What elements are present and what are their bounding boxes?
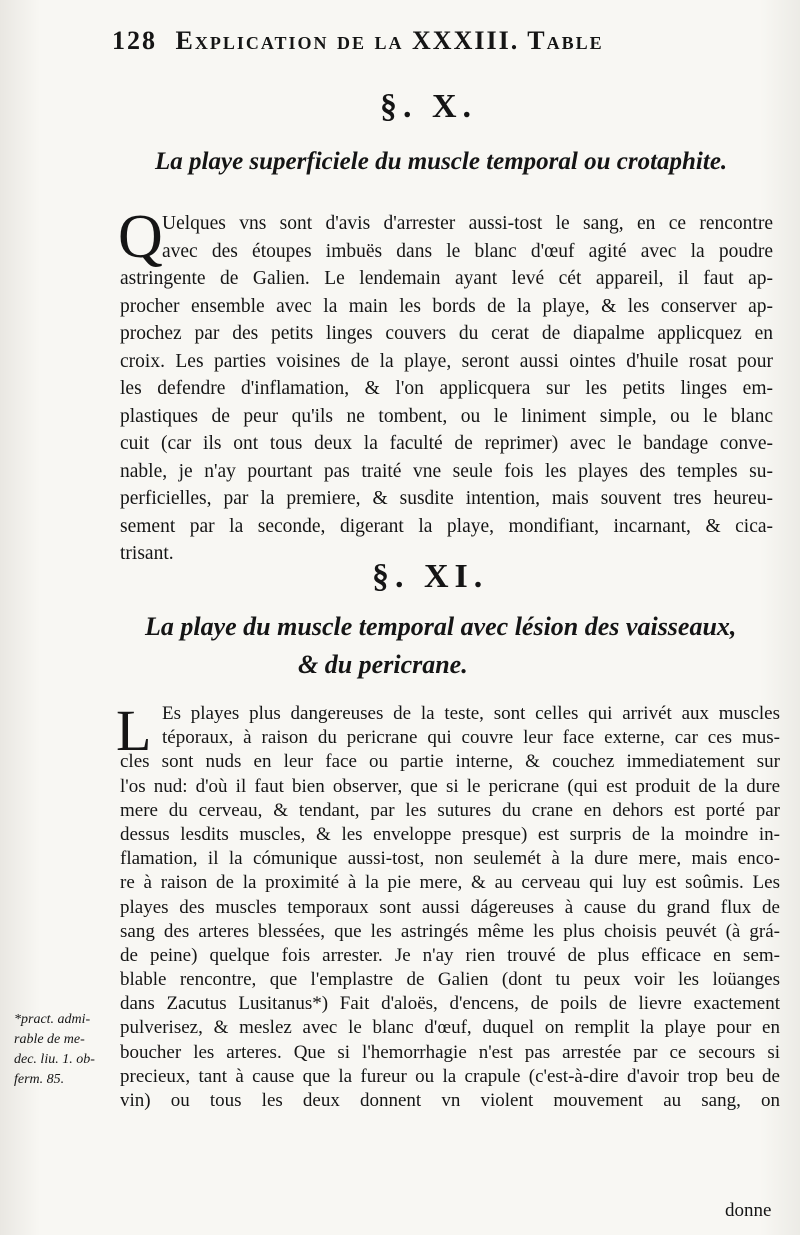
text-line: Es playes plus dangereuses de la teste, sont celles qui arrivét aux muscles [162,703,780,724]
text-line: sang des arteres blessées, que les astringés même les plus choisis peuvét (à grá- [120,920,780,942]
text-line: dans Zacutus Lusitanus*) Fait d'aloës, d'encens, de poils de lievre exactement [120,993,780,1015]
dropcap-q: Q [118,203,163,271]
text-line: croix. Les parties voisines de la playe, seront aussi ointes d'huile rosat pour [120,350,773,372]
text-line: vin) ou tous les deux donnent vn violent mouvement au sang, on [120,1090,780,1111]
margin-note-line: dec. liu. 1. ob- [14,1052,95,1067]
text-line: boucher les arteres. Que si l'hemorrhagie n'est pas arrestée par ce secours si [120,1041,780,1063]
text-line: de peine) quelque fois arrester. Je n'ay rien trouvé de plus efficace en sem- [120,944,780,966]
text-line: dessus lesdits muscles, & les enveloppe presque) est surpris de la moindre in- [120,823,780,845]
margin-note-line: *pract. admi- [14,1012,91,1027]
catchword: donne [725,1200,772,1221]
text-line: prochez par des petits linges couvers du cerat de diapalme applicquez en [120,323,773,344]
text-line: trisant. [120,543,174,564]
paragraph-section-x [120,210,773,568]
text-line: mere du cerveau, & tendant, par les sutures du crane en dehors est porté par [120,799,780,821]
text-line: les defendre d'inflamation, & l'on applicquera sur les petits linges em- [120,378,773,399]
dropcap-l: L [116,698,152,763]
section-mark-xi: §. XI. [372,558,489,595]
text-line: plastiques de peur qu'ils ne tombent, ou le liniment simple, ou le blanc [120,405,773,427]
text-line: nable, je n'ay pourtant pas traité vne seule fois les playes des temples su- [120,460,773,482]
section-heading-xi-cont: & du pericrane. [298,650,468,679]
text-line: avec des étoupes imbuës dans le blanc d'œuf agité avec la poudre [162,240,773,262]
text-line: Uelques vns sont d'avis d'arrester aussi-tost le sang, en ce rencontre [162,213,773,234]
text-line: perficielles, par la premiere, & susdite intention, mais souvent tres heureu- [120,488,773,509]
text-line: playes des muscles temporaux sont aussi dágereuses à cause du grand flux de [120,896,780,918]
page-number: 128 [112,26,157,55]
section-mark-x: §. X. [380,88,478,125]
running-title: Explication de la XXXIII. Table [175,26,604,55]
margin-note-line: rable de me- [14,1032,85,1047]
running-head [112,26,762,66]
paragraph-section-xi [120,702,780,1113]
margin-note [14,1010,124,1090]
section-heading-x: La playe superficiele du muscle temporal ou crotaphite. [155,148,728,175]
text-line: astringente de Galien. Le lendemain ayant levé cét appareil, il faut ap- [120,268,773,289]
text-line: cles sont nuds en leur face ou partie interne, & couchez immediatement sur [120,751,780,773]
section-heading-xi: La playe du muscle temporal avec lésion des vaisseaux, [145,612,737,641]
text-line: cuit (car ils ont tous deux la faculté de reprimer) avec le bandage conve- [120,433,773,454]
text-line: re à raison de la proximité à la pie mere, & au cerveau qui luy est soûmis. Les [120,872,780,894]
text-line: procher ensemble avec la main les bords de la playe, & les conserver ap- [120,295,773,317]
text-line: sement par la seconde, digerant la playe, mondifiant, incarnant, & cica- [120,515,773,537]
text-line: flamation, il la cómunique aussi-tost, non seulemét à la dure mere, mais enco- [120,848,780,870]
text-line: téporaux, à raison du pericrane qui couvre leur face externe, car ces mus- [162,727,780,749]
text-line: blable rencontre, que l'emplastre de Galien (dont tu peux voir les loüanges [120,969,780,991]
text-line: l'os nud: d'où il faut bien observer, que si le pericrane (qui est produit de la dure [120,775,780,797]
text-line: precieux, tant à cause que la fureur ou la crapule (c'est-à-dire d'avoir trop beu de [120,1065,780,1087]
text-line: pulverisez, & meslez avec le blanc d'œuf, duquel on remplit la playe pour en [120,1017,780,1039]
margin-note-line: ferm. 85. [14,1072,65,1087]
